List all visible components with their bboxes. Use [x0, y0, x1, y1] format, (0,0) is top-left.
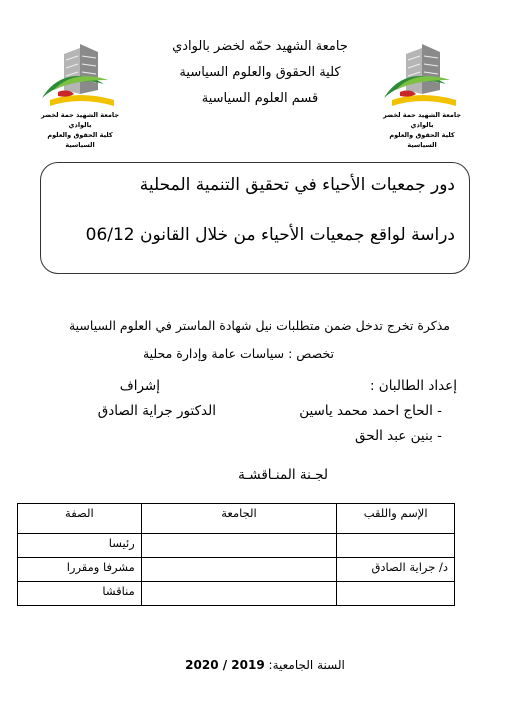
thesis-title: دور جمعيات الأحياء في تحقيق التنمية المحلية [139, 175, 455, 195]
table-row [18, 534, 455, 558]
academic-year-value: 2020 / 2019 [185, 658, 265, 672]
committee-title: لجـنة المنـاقشـة [238, 467, 328, 483]
thesis-subtitle: دراسة لواقع جمعيات الأحياء من خلال القانون 06/12 [85, 225, 455, 245]
committee-table [17, 503, 455, 606]
table-row [18, 582, 455, 606]
column-header-name: الإسم واللقب [337, 504, 455, 534]
memo-description: مذكرة تخرج تدخل ضمن متطلبات نيل شهادة الماستر في العلوم السياسية [68, 318, 450, 333]
academic-year-label: السنة الجامعية: [268, 658, 345, 672]
thesis-title-box [40, 162, 470, 274]
logo-caption-university: جامعة الشهيد حمة لخضر بالوادي [40, 111, 120, 129]
cell-name [337, 582, 455, 606]
table-row [18, 558, 455, 582]
university-emblem-icon [34, 40, 126, 110]
university-logo-right [376, 40, 468, 149]
university-emblem-icon [376, 40, 468, 110]
table-header-row [18, 504, 455, 534]
logo-caption-faculty: كلية الحقوق والعلوم السياسية [47, 131, 113, 149]
supervisor-name: الدكتور جراية الصادق [97, 403, 216, 419]
university-logo-left [34, 40, 126, 149]
department-name: قسم العلوم السياسية [201, 91, 319, 106]
column-header-role: الصفة [18, 504, 142, 534]
institution-header [140, 34, 380, 112]
cell-university [141, 534, 337, 558]
academic-year [150, 658, 380, 672]
cell-name [337, 534, 455, 558]
logo-caption-faculty: كلية الحقوق والعلوم السياسية [389, 131, 455, 149]
student-name: - الحاج احمد محمد ياسين [299, 403, 442, 419]
supervision-label: إشراف [119, 378, 160, 394]
cell-university [141, 582, 337, 606]
university-name: جامعة الشهيد حمّه لخضر بالوادي [172, 39, 348, 54]
students-label: إعداد الطالبان : [369, 378, 457, 394]
specialty-line: تخصص : سياسات عامة وإدارة محلية [142, 346, 334, 361]
column-header-university: الجامعة [141, 504, 337, 534]
faculty-name: كلية الحقوق والعلوم السياسية [179, 65, 341, 80]
cell-role: مشرفا ومقررا [18, 558, 142, 582]
cell-university [141, 558, 337, 582]
logo-caption-university: جامعة الشهيد حمة لخضر بالوادي [382, 111, 462, 129]
cell-role: رئيسا [18, 534, 142, 558]
cell-name: د/ جراية الصادق [337, 558, 455, 582]
cell-role: مناقشا [18, 582, 142, 606]
student-name: - بنين عبد الحق [355, 428, 442, 444]
